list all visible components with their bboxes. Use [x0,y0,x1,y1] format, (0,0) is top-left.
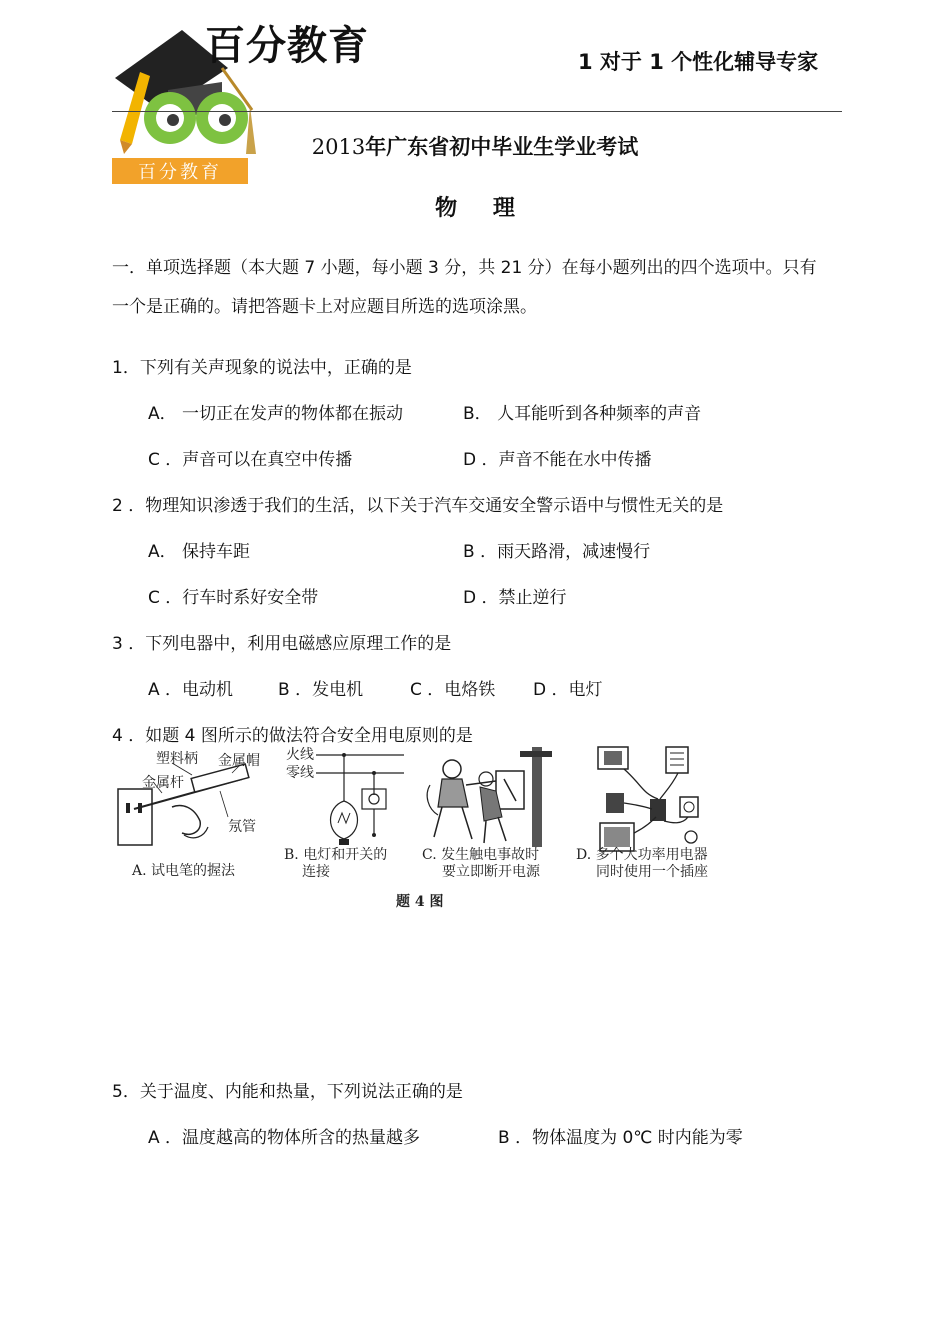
question-2-option-a: A． 保持车距 [148,542,251,562]
question-5-option-a: A ．温度越高的物体所含的热量越多 [148,1128,421,1148]
exam-year: 2013 [311,135,366,159]
question-2-stem: 2 ．物理知识渗透于我们的生活，以下关于汽车交通安全警示语中与惯性无关的是 [112,496,724,516]
label-neon-tube: 氖管 [228,819,256,835]
label-live-wire: 火线 [286,747,314,763]
question-3-option-b: B ．发电机 [278,680,364,700]
question-4-stem: 4 ．如题 4 图所示的做法符合安全用电原则的是 [112,726,473,746]
caption-c-line2: 要立即断开电源 [442,864,540,880]
label-metal-cap: 金属帽 [218,753,260,769]
question-2-option-d: D ．禁止逆行 [463,588,567,608]
question-5-stem: 5．关于温度、内能和热量，下列说法正确的是 [112,1082,463,1102]
question-3-option-a: A ．电动机 [148,680,234,700]
figure-4 [112,745,732,913]
panel-c-rescue [422,747,552,880]
section-instructions-line1: 一．单项选择题（本大题 7 小题，每小题 3 分，共 21 分）在每小题列出的四个选项中。只有 [112,258,817,278]
question-1-option-a: A． 一切正在发声的物体都在振动 [148,404,404,424]
question-3-stem: 3 ．下列电器中，利用电磁感应原理工作的是 [112,634,452,654]
caption-d-line1: D. 多个大功率用电器 [576,847,708,863]
caption-d-line2: 同时使用一个插座 [596,864,708,880]
caption-c-line1: C. 发生触电事故时 [422,847,540,863]
section-instructions-line2: 一个是正确的。请把答题卡上对应题目所选的选项涂黑。 [112,297,537,317]
figure-4-title: 题 4 图 [396,894,444,910]
caption-b-line1: B. 电灯和开关的 [284,847,388,863]
exam-title [0,131,950,161]
label-metal-rod: 金属杆 [142,775,184,791]
logo-text: 百分教育 [138,162,222,182]
caption-a: A. 试电笔的握法 [132,863,236,879]
panel-a-test-pen [118,750,260,879]
caption-b-line2: 连接 [302,864,330,880]
header-divider [112,111,842,112]
brand-slogan: 1 对于 1 个性化辅导专家 [578,50,819,74]
question-3-option-d: D ．电灯 [533,680,603,700]
question-3-option-c: C ．电烙铁 [410,680,496,700]
brand-name: 百分教育 [205,23,369,69]
question-5-option-b: B ．物体温度为 0℃ 时内能为零 [498,1128,743,1148]
panel-d-overload [576,747,708,880]
exam-subject: 物 理 [435,196,529,221]
exam-title-text: 年广东省初中毕业生学业考试 [365,135,639,159]
question-2-option-c: C ．行车时系好安全带 [148,588,319,608]
question-2-option-b: B ．雨天路滑，减速慢行 [463,542,651,562]
question-1-option-d: D ．声音不能在水中传播 [463,450,652,470]
question-1-stem: 1．下列有关声现象的说法中，正确的是 [112,358,412,378]
panel-b-wiring [284,746,404,880]
question-1-option-c: C ．声音可以在真空中传播 [148,450,353,470]
label-neutral-wire: 零线 [286,765,314,781]
question-1-option-b: B． 人耳能听到各种频率的声音 [463,404,702,424]
label-plastic-handle: 塑料柄 [156,751,198,767]
